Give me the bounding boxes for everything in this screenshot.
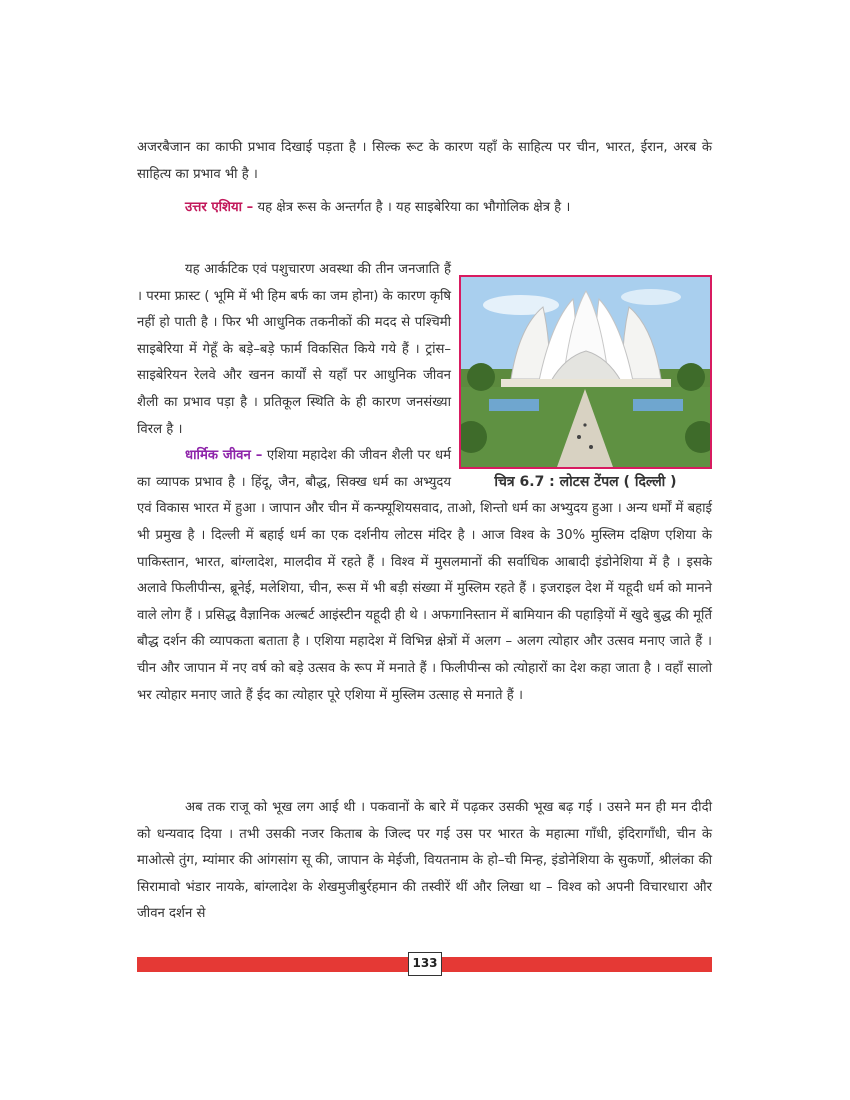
page-number: 133 [408,952,442,976]
paragraph-arctic: यह आर्कटिक एवं पशुचारण अवस्था की तीन जनजाति हैं । परमा फ्रास्ट ( भूमि में भी हिम बर्फ का जम होना) के कारण कृषि नहीं हो पाती है । फिर भी आधुनिक तकनीकों की मदद से पश्चिमी साइबेरिया में गेहूँ के बड़े–बड़े फार्म विकसित किये गये हैं । ट्रांस–साइबेरियन रेलवे और खनन कार्यों से यहाँ पर आधुनिक जीवन शैली का प्रभाव पड़ा है । प्रतिकूल स्थिति के ही कारण जनसंख्या विरल है । [137,262,451,437]
heading-north-asia: उत्तर एशिया – [185,200,254,215]
lotus-temple-illustration [461,277,710,467]
paragraph-closing: अब तक राजू को भूख लग आई थी । पकवानों के बारे में पढ़कर उसकी भूख बढ़ गई । उसने मन ही मन दीदी को धन्यवाद दिया । तभी उसकी नजर किताब के जिल्द पर गई उस पर भारत के महात्मा गाँधी, इंदिरागाँधी, चीन के माओत्से तुंग, म्यांमार की आंगसांग सू की, जापान के मेईजी, वियतनाम के हो–ची मिन्ह, इंडोनेशिया के सुकर्णो, श्रीलंका की सिरामावो भंडार नायके, बांग्लादेश के शेखमुजीबुर्रहमान की तस्वीरें थीं और लिखा था – विश्व को अपनी विचारधारा और जीवन दर्शन से [137,800,712,922]
north-asia-text: यह क्षेत्र रूस के अन्तर्गत है । यह साइबेरिया का भौगोलिक क्षेत्र है । [253,200,571,215]
float-content [137,257,712,709]
lotus-temple-photo [459,275,712,469]
figure-lotus-temple [459,275,712,492]
paragraph-north-asia [137,195,712,222]
religious-life-text: एशिया महादेश की जीवन शैली पर धर्म का व्यापक प्रभाव है । हिंदू, जैन, बौद्ध, सिक्ख धर्म का अभ्युदय एवं विकास भारत में हुआ । जापान और चीन में कन्फ्यूशियसवाद, ताओ, शिन्तो धर्म का अभ्युदय हुआ । अन्य धर्मों में बहाई भी प्रमुख है । दिल्ली में बहाई धर्म का एक दर्शनीय लोटस मंदिर है । आज विश्व के 30% मुस्लिम दक्षिण एशिया के पाकिस्तान, भारत, बांग्लादेश, मालदीव में रहते हैं । विश्व में मुसलमानों की सर्वाधिक आबादी इंडोनेशिया में है । इसके अलावे फिलीपीन्स, ब्रूनेई, मलेशिया, चीन, रूस में भी बड़ी संख्या में मुस्लिम रहते हैं । इजराइल देश में यहूदी धर्म को मानने वाले लोग हैं । प्रसिद्ध वैज्ञानिक अल्बर्ट आइंस्टीन यहूदी ही थे । अफगानिस्तान में बामियान की पहाड़ियों में खुदे बुद्ध की मूर्ति बौद्ध दर्शन की व्यापकता बताता है । एशिया महादेश में विभिन्न क्षेत्रों में अलग – अलग त्योहार और उत्सव मनाए जाते हैं । चीन और जापान में नए वर्ष को बड़े उत्सव के रूप में मनाते हैं । फिलीपीन्स को त्योहारों का देश कहा जाता है । वहाँ सालो भर त्योहार मनाए जाते हैं ईद का त्योहार पूरे एशिया में मुस्लिम उत्साह से मनाते हैं । [137,448,712,703]
figure-caption: चित्र 6.7 : लोटस टेंपल ( दिल्ली ) [494,474,677,490]
heading-religious-life: धार्मिक जीवन – [185,448,263,464]
paragraph-intro: अजरबैजान का काफी प्रभाव दिखाई पड़ता है । सिल्क रूट के कारण यहाँ के साहित्य पर चीन, भारत, ईरान, अरब के साहित्य का प्रभाव भी है । [137,140,712,182]
